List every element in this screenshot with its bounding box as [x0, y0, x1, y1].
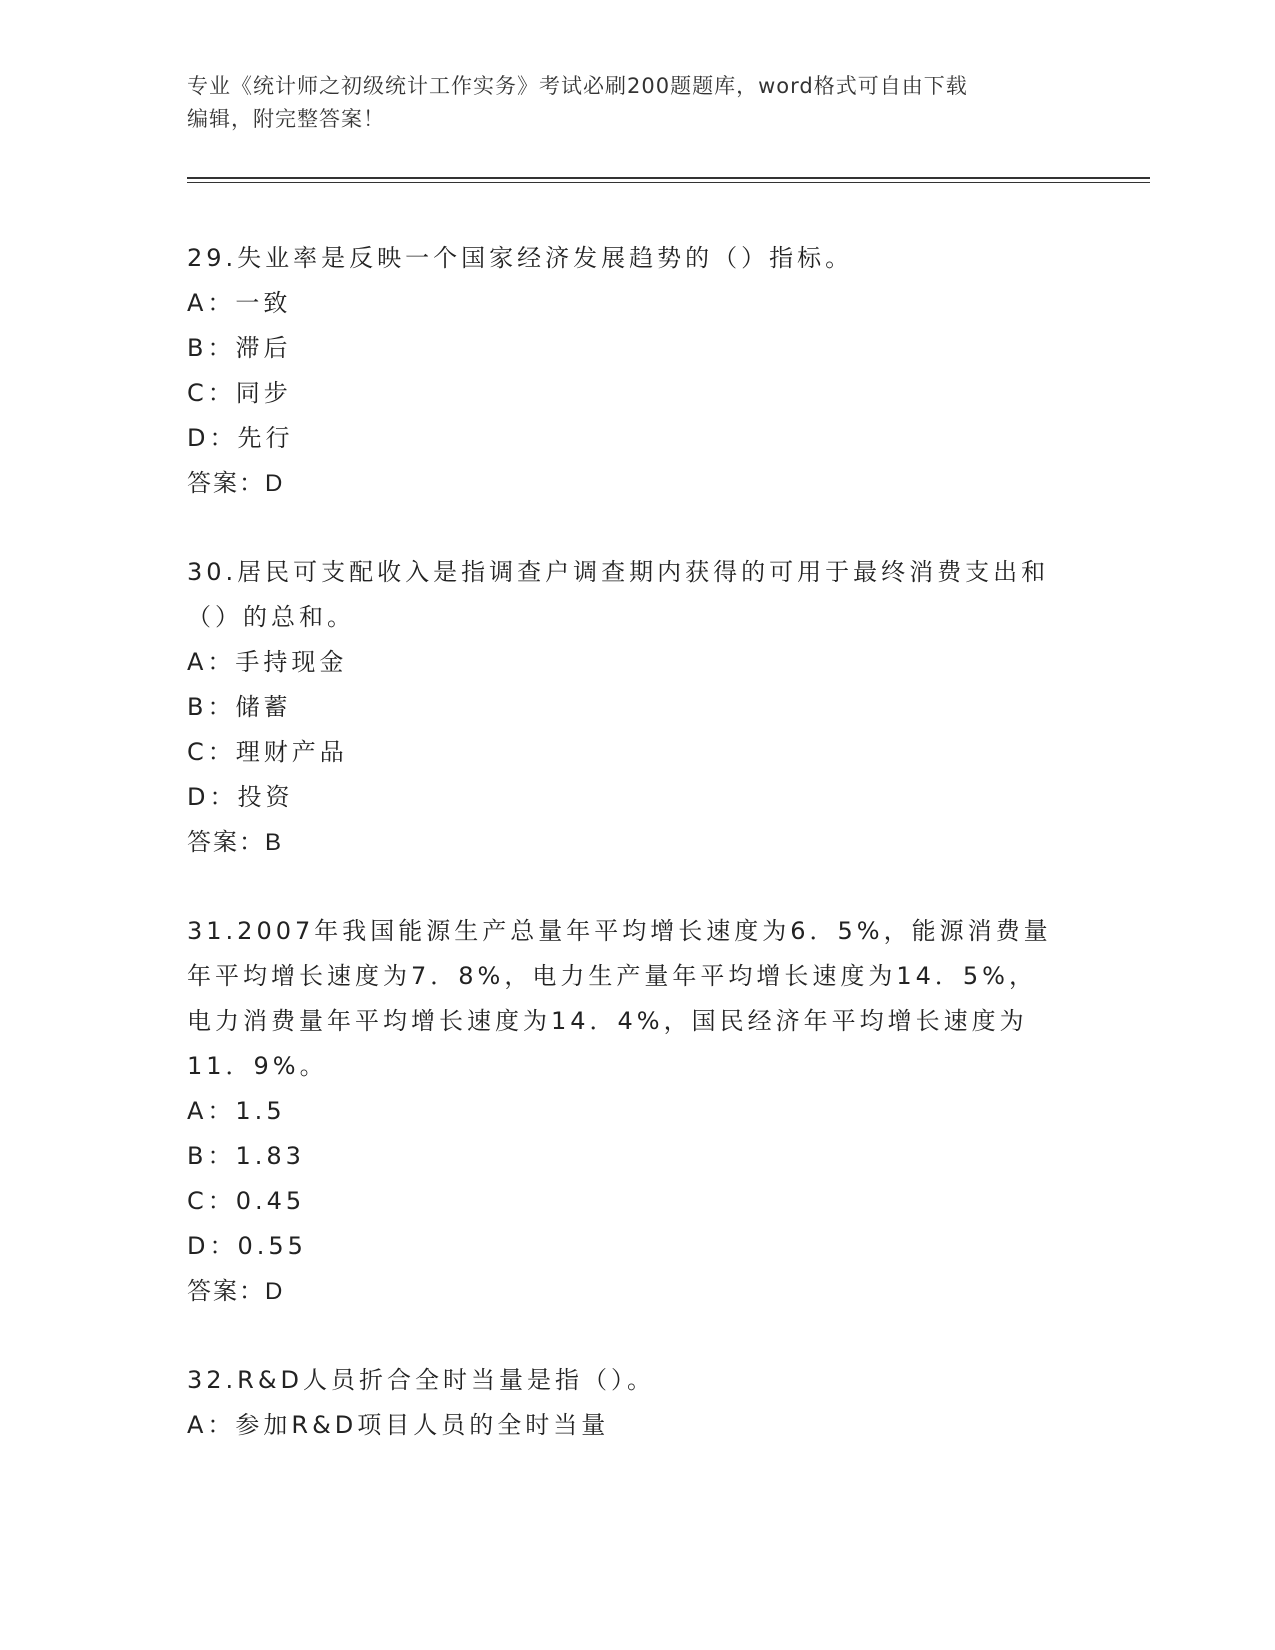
question-list — [187, 236, 1087, 1492]
header-divider-thin — [187, 182, 1150, 183]
question-30 — [187, 550, 1087, 865]
answer: 答案：D — [187, 1278, 285, 1305]
header-divider-thick — [187, 177, 1150, 179]
option-d: D：投资 — [187, 783, 294, 811]
option-a: A：手持现金 — [187, 648, 348, 676]
document-header — [187, 70, 1087, 136]
option-c: C：同步 — [187, 379, 292, 407]
question-stem: （）的总和。 — [187, 603, 355, 631]
option-c: C：理财产品 — [187, 738, 348, 766]
question-stem: 年平均增长速度为7．8%，电力生产量年平均增长速度为14．5%， — [187, 962, 1037, 990]
answer: 答案：B — [187, 829, 284, 856]
question-stem: 11．9%。 — [187, 1052, 328, 1080]
option-d: D：先行 — [187, 424, 294, 452]
option-b: B：储蓄 — [187, 693, 292, 721]
option-a: A：参加R&D项目人员的全时当量 — [187, 1411, 610, 1439]
question-31 — [187, 909, 1087, 1314]
question-stem: 32.R&D人员折合全时当量是指（）。 — [187, 1366, 656, 1394]
question-stem: 31.2007年我国能源生产总量年平均增长速度为6．5%，能源消费量 — [187, 917, 1052, 945]
option-d: D：0.55 — [187, 1232, 307, 1260]
question-stem: 30.居民可支配收入是指调查户调查期内获得的可用于最终消费支出和 — [187, 558, 1050, 586]
option-c: C：0.45 — [187, 1187, 306, 1215]
option-a: A：一致 — [187, 289, 292, 317]
option-a: A：1.5 — [187, 1097, 286, 1125]
question-32 — [187, 1358, 1087, 1448]
option-b: B：1.83 — [187, 1142, 305, 1170]
question-29 — [187, 236, 1087, 506]
answer: 答案：D — [187, 470, 285, 497]
header-line-1: 专业《统计师之初级统计工作实务》考试必刷200题题库，word格式可自由下载 — [187, 74, 968, 98]
header-line-2: 编辑，附完整答案！ — [187, 107, 385, 131]
question-stem: 29.失业率是反映一个国家经济发展趋势的（）指标。 — [187, 244, 854, 272]
question-stem: 电力消费量年平均增长速度为14．4%，国民经济年平均增长速度为 — [187, 1007, 1028, 1035]
option-b: B：滞后 — [187, 334, 292, 362]
